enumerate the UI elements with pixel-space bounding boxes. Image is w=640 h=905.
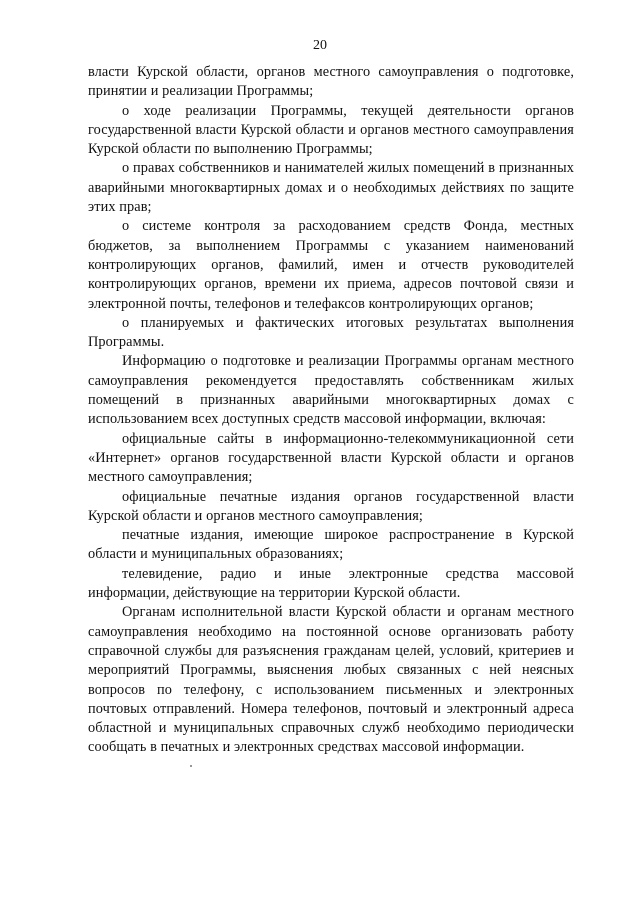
paragraph-print-media: печатные издания, имеющие широкое распространение в Курской области и муниципальных образованиях; <box>88 527 574 563</box>
paragraph-continuation: власти Курской области, органов местного самоуправления о подготовке, принятии и реализации Программы; <box>88 64 574 100</box>
paragraph-official-print: официальные печатные издания органов государственной власти Курской области и органов местного самоуправления; <box>88 488 574 524</box>
paragraph-owner-rights: о правах собственников и нанимателей жилых помещений в признанных аварийными многоквартирных домах и о необходимых действиях по защите этих прав; <box>88 160 574 216</box>
paragraph-results: о планируемых и фактических итоговых результатах выполнения Программы. <box>88 314 574 351</box>
paragraph-program-progress: о ходе реализации Программы, текущей деятельности органов государственной власти Курской области и органов местного самоуправления Курской области по выполнению Программы; <box>88 102 574 158</box>
scan-speck <box>190 765 192 767</box>
paragraph-control-system: о системе контроля за расходованием средств Фонда, местных бюджетов, за выполнением Программы с указанием наименований контролирующих органов, фамилий, имен и отчеств руководителей контролирующих органов, времени их приема, адресов почтовой связи и электронной почты, телефонов и телефаксов контролирующих органов; <box>88 218 574 312</box>
paragraph-electronic-media: телевидение, радио и иные электронные средства массовой информации, действующие на территории Курской области. <box>88 565 574 602</box>
paragraph-information-provision: Информацию о подготовке и реализации Программы органам местного самоуправления рекомендуется предоставлять собственникам жилых помещений в признанных аварийными многоквартирных домах с использованием всех доступных средств массовой информации, включая: <box>88 353 574 428</box>
paragraph-official-websites: официальные сайты в информационно-телекоммуникационной сети «Интернет» органов государственной власти Курской области и органов местного самоуправления; <box>88 430 574 486</box>
paragraph-help-service: Органам исполнительной власти Курской области и органам местного самоуправления необходимо на постоянной основе организовать работу справочной службы для разъяснения гражданам целей, условий, критериев и мероприятий Программы, выяснения любых связанных с ней неясных вопросов по телефону, с использованием письменных и электронных почтовых отправлений. Номера телефонов, почтовый и электронный адреса областной и муниципальных справочных служб необходимо периодически сообщать в печатных и электронных средствах массовой информации. <box>88 604 574 756</box>
document-body <box>88 63 574 758</box>
page-number: 20 <box>313 38 327 53</box>
